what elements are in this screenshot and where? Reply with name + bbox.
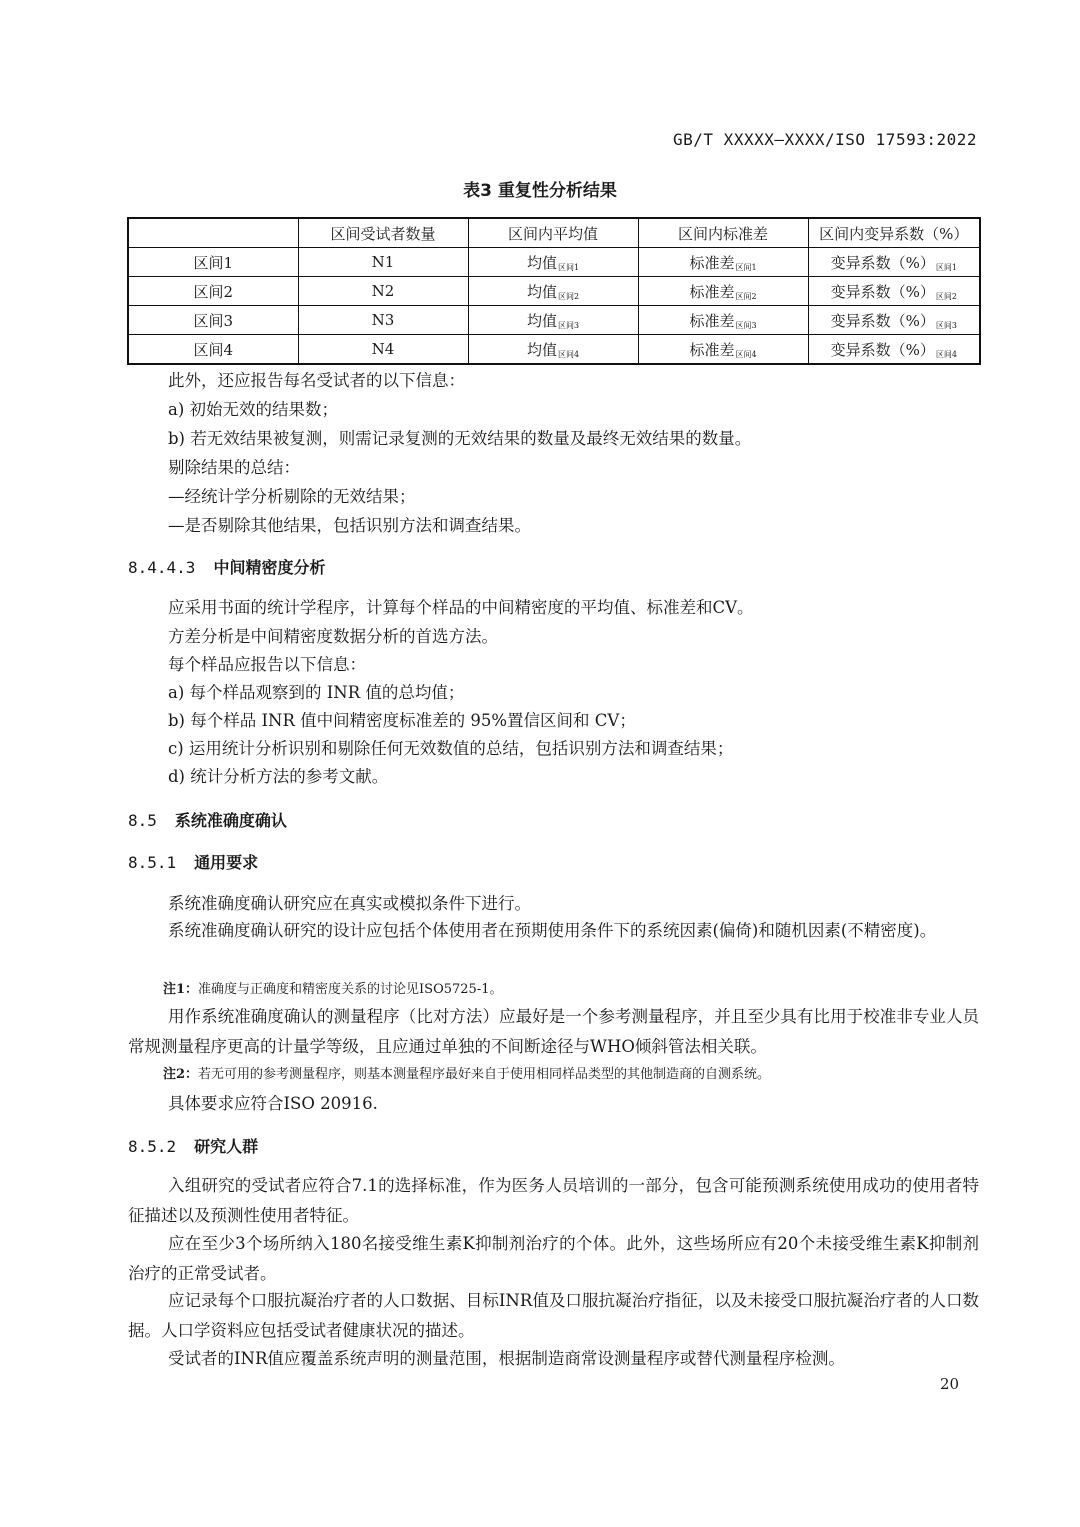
paragraph: 用作系统准确度确认的测量程序（比对方法）应最好是一个参考测量程序，并且至少具有比用于校准非专业人员常规测量程序更高的计量学等级，且应通过单独的不间断途径与WHO倾斜管法相关联。	[128, 1007, 979, 1056]
mean-cell: 均值$_{区间3}$	[468, 306, 638, 335]
table-row	[128, 306, 980, 335]
list-item: b) 若无效结果被复测，则需记录复测的无效结果的数量及最终无效结果的数量。	[168, 429, 752, 448]
paragraph: 具体要求应符合ISO 20916.	[168, 1094, 378, 1113]
row-label: 区间1	[128, 248, 298, 277]
row-label: 区间4	[128, 335, 298, 365]
cv-cell: 变异系数$(\%)_{区间4}$	[808, 335, 980, 365]
sd-cell: 标准差$_{区间2}$	[638, 277, 808, 306]
mean-cell: 均值$_{区间1}$	[468, 248, 638, 277]
mean-cell: 均值$_{区间4}$	[468, 335, 638, 365]
cv-cell: 变异系数$(\%)_{区间2}$	[808, 277, 980, 306]
row-label: 区间3	[128, 306, 298, 335]
sd-cell: 标准差$_{区间4}$	[638, 335, 808, 365]
mean-cell: 均值$_{区间2}$	[468, 277, 638, 306]
section-heading: 8.5.2 研究人群	[128, 1137, 259, 1156]
cv-cell: 变异系数$(\%)_{区间1}$	[808, 248, 980, 277]
table-row	[128, 335, 980, 365]
list-item: —是否剔除其他结果，包括识别方法和调查结果。	[168, 516, 531, 535]
subject-count: N4	[298, 335, 468, 365]
cv-cell: 变异系数$(\%)_{区间3}$	[808, 306, 980, 335]
subject-count: N3	[298, 306, 468, 335]
table-title: 表3 重复性分析结果	[463, 181, 617, 201]
note: 注1：准确度与正确度和精密度关系的讨论见ISO5725-1。	[163, 982, 503, 997]
section-heading: 8.5 系统准确度确认	[128, 811, 287, 830]
list-item: a) 每个样品观察到的 INR 值的总均值；	[168, 683, 465, 702]
list-item: c) 运用统计分析识别和剔除任何无效数值的总结，包括识别方法和调查结果；	[168, 739, 734, 758]
column-header: 区间内变异系数（%）	[808, 218, 980, 248]
subject-count: N2	[298, 277, 468, 306]
paragraph: 系统准确度确认研究应在真实或模拟条件下进行。	[168, 894, 531, 913]
subject-count: N1	[298, 248, 468, 277]
paragraph: 应采用书面的统计学程序，计算每个样品的中间精密度的平均值、标准差和CV。	[168, 598, 754, 617]
column-header: 区间内平均值	[468, 218, 638, 248]
sd-cell: 标准差$_{区间1}$	[638, 248, 808, 277]
list-item: d) 统计分析方法的参考文献。	[168, 767, 389, 786]
column-header: 区间内标准差	[638, 218, 808, 248]
paragraph: 方差分析是中间精密度数据分析的首选方法。	[168, 627, 498, 646]
section-heading: 8.4.4.3 中间精密度分析	[128, 558, 326, 577]
paragraph: 每个样品应报告以下信息：	[168, 655, 366, 674]
paragraph: 受试者的INR值应覆盖系统声明的测量范围，根据制造商常设测量程序或替代测量程序检测。	[168, 1349, 845, 1368]
row-label: 区间2	[128, 277, 298, 306]
table-row	[128, 277, 980, 306]
list-item: a) 初始无效的结果数；	[168, 400, 339, 419]
section-heading: 8.5.1 通用要求	[128, 853, 259, 872]
paragraph: 入组研究的受试者应符合7.1的选择标准，作为医务人员培训的一部分，包含可能预测系统使用成功的使用者特征描述以及预测性使用者特征。	[128, 1176, 979, 1225]
document-id: GB/T XXXXX—XXXX/ISO 17593:2022	[673, 130, 977, 149]
paragraph: 系统准确度确认研究的设计应包括个体使用者在预期使用条件下的系统因素(偏倚)和随机因素(不精密度)。	[168, 921, 937, 940]
column-header: 区间受试者数量	[298, 218, 468, 248]
column-header	[128, 218, 298, 248]
repeatability-results-table	[127, 217, 981, 365]
table-row	[128, 248, 980, 277]
paragraph: 此外，还应报告每名受试者的以下信息：	[168, 371, 465, 390]
paragraph: 剔除结果的总结：	[168, 458, 300, 477]
paragraph: 应在至少3个场所纳入180名接受维生素K抑制剂治疗的个体。此外，这些场所应有20个未接受维生素K抑制剂治疗的正常受试者。	[128, 1234, 979, 1283]
sd-cell: 标准差$_{区间3}$	[638, 306, 808, 335]
list-item: —经统计学分析剔除的无效结果；	[168, 487, 416, 506]
list-item: b) 每个样品 INR 值中间精密度标准差的 95%置信区间和 CV；	[168, 711, 636, 730]
note: 注2：若无可用的参考测量程序，则基本测量程序最好来自于使用相同样品类型的其他制造商的自测系统。	[163, 1067, 771, 1082]
page-number: 20	[940, 1375, 960, 1393]
paragraph: 应记录每个口服抗凝治疗者的人口数据、目标INR值及口服抗凝治疗指征，以及未接受口服抗凝治疗者的人口数据。人口学资料应包括受试者健康状况的描述。	[128, 1291, 979, 1340]
table-header-row	[128, 218, 980, 248]
